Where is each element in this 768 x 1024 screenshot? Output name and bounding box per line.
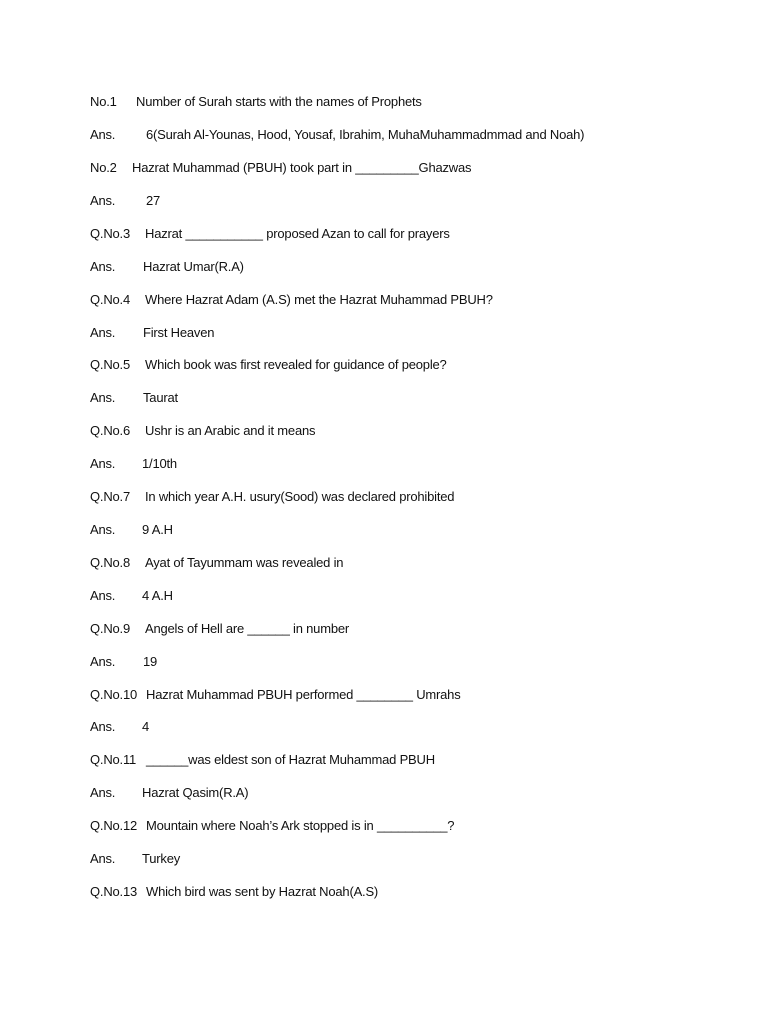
answer-line (90, 454, 177, 474)
answer-text: 4 A.H (142, 588, 173, 603)
question-text: Number of Surah starts with the names of Prophets (136, 94, 422, 109)
answer-text: First Heaven (143, 325, 215, 340)
question-text: Hazrat Muhammad PBUH performed ________ Umrahs (146, 687, 461, 702)
question-line (90, 158, 472, 178)
answer-label: Ans. (90, 259, 116, 274)
answer-label: Ans. (90, 654, 116, 669)
answer-line (90, 388, 178, 408)
question-line (90, 816, 455, 836)
answer-text: 27 (146, 193, 161, 208)
question-number: Q.No.10 (90, 687, 138, 702)
answer-text: 1/10th (142, 456, 177, 471)
question-number: Q.No.13 (90, 884, 138, 899)
question-text: Ayat of Tayummam was revealed in (145, 555, 344, 570)
question-line (90, 487, 455, 507)
answer-line (90, 652, 158, 672)
answer-line (90, 257, 244, 277)
answer-label: Ans. (90, 522, 116, 537)
answer-label: Ans. (90, 390, 116, 405)
answer-text: 19 (143, 654, 158, 669)
question-text: Angels of Hell are ______ in number (145, 621, 350, 636)
question-line (90, 421, 316, 441)
question-number: Q.No.9 (90, 621, 130, 636)
answer-text: Turkey (142, 851, 181, 866)
answer-label: Ans. (90, 785, 116, 800)
question-number: Q.No.4 (90, 292, 130, 307)
question-line (90, 750, 435, 770)
question-text: Hazrat Muhammad (PBUH) took part in _________Ghazwas (132, 160, 472, 175)
question-line (90, 882, 379, 902)
answer-line (90, 191, 161, 211)
answer-label: Ans. (90, 588, 116, 603)
answer-line (90, 520, 173, 540)
answer-text: Hazrat Qasim(R.A) (142, 785, 249, 800)
question-line (90, 92, 422, 112)
question-line (90, 685, 461, 705)
question-text: Ushr is an Arabic and it means (145, 423, 316, 438)
answer-label: Ans. (90, 325, 116, 340)
answer-line (90, 125, 585, 145)
answer-text: 6(Surah Al-Younas, Hood, Yousaf, Ibrahim, MuhaMuhammadmmad and Noah) (146, 127, 585, 142)
question-number: Q.No.3 (90, 226, 130, 241)
answer-line (90, 323, 215, 343)
question-text: Which bird was sent by Hazrat Noah(A.S) (146, 884, 379, 899)
question-number: Q.No.5 (90, 357, 130, 372)
answer-line (90, 783, 249, 803)
question-line (90, 290, 493, 310)
answer-label: Ans. (90, 127, 116, 142)
question-number: Q.No.12 (90, 818, 138, 833)
question-text: Hazrat ___________ proposed Azan to call for prayers (145, 226, 450, 241)
question-text: Which book was first revealed for guidance of people? (145, 357, 447, 372)
question-text: Mountain where Noah’s Ark stopped is in __________? (146, 818, 455, 833)
answer-text: 4 (142, 719, 150, 734)
question-number: No.2 (90, 160, 117, 175)
answer-line (90, 586, 173, 606)
answer-label: Ans. (90, 719, 116, 734)
question-line (90, 355, 447, 375)
question-line (90, 553, 344, 573)
question-text: In which year A.H. usury(Sood) was declared prohibited (145, 489, 455, 504)
answer-text: 9 A.H (142, 522, 173, 537)
question-number: No.1 (90, 94, 117, 109)
answer-label: Ans. (90, 851, 116, 866)
answer-label: Ans. (90, 456, 116, 471)
question-number: Q.No.6 (90, 423, 130, 438)
question-number: Q.No.11 (90, 752, 137, 767)
question-line (90, 224, 450, 244)
question-line (90, 619, 350, 639)
answer-label: Ans. (90, 193, 116, 208)
question-text: ______was eldest son of Hazrat Muhammad PBUH (146, 752, 435, 767)
answer-line (90, 717, 150, 737)
question-number: Q.No.8 (90, 555, 130, 570)
question-number: Q.No.7 (90, 489, 130, 504)
answer-line (90, 849, 181, 869)
answer-text: Taurat (143, 390, 178, 405)
question-text: Where Hazrat Adam (A.S) met the Hazrat Muhammad PBUH? (145, 292, 493, 307)
answer-text: Hazrat Umar(R.A) (143, 259, 244, 274)
